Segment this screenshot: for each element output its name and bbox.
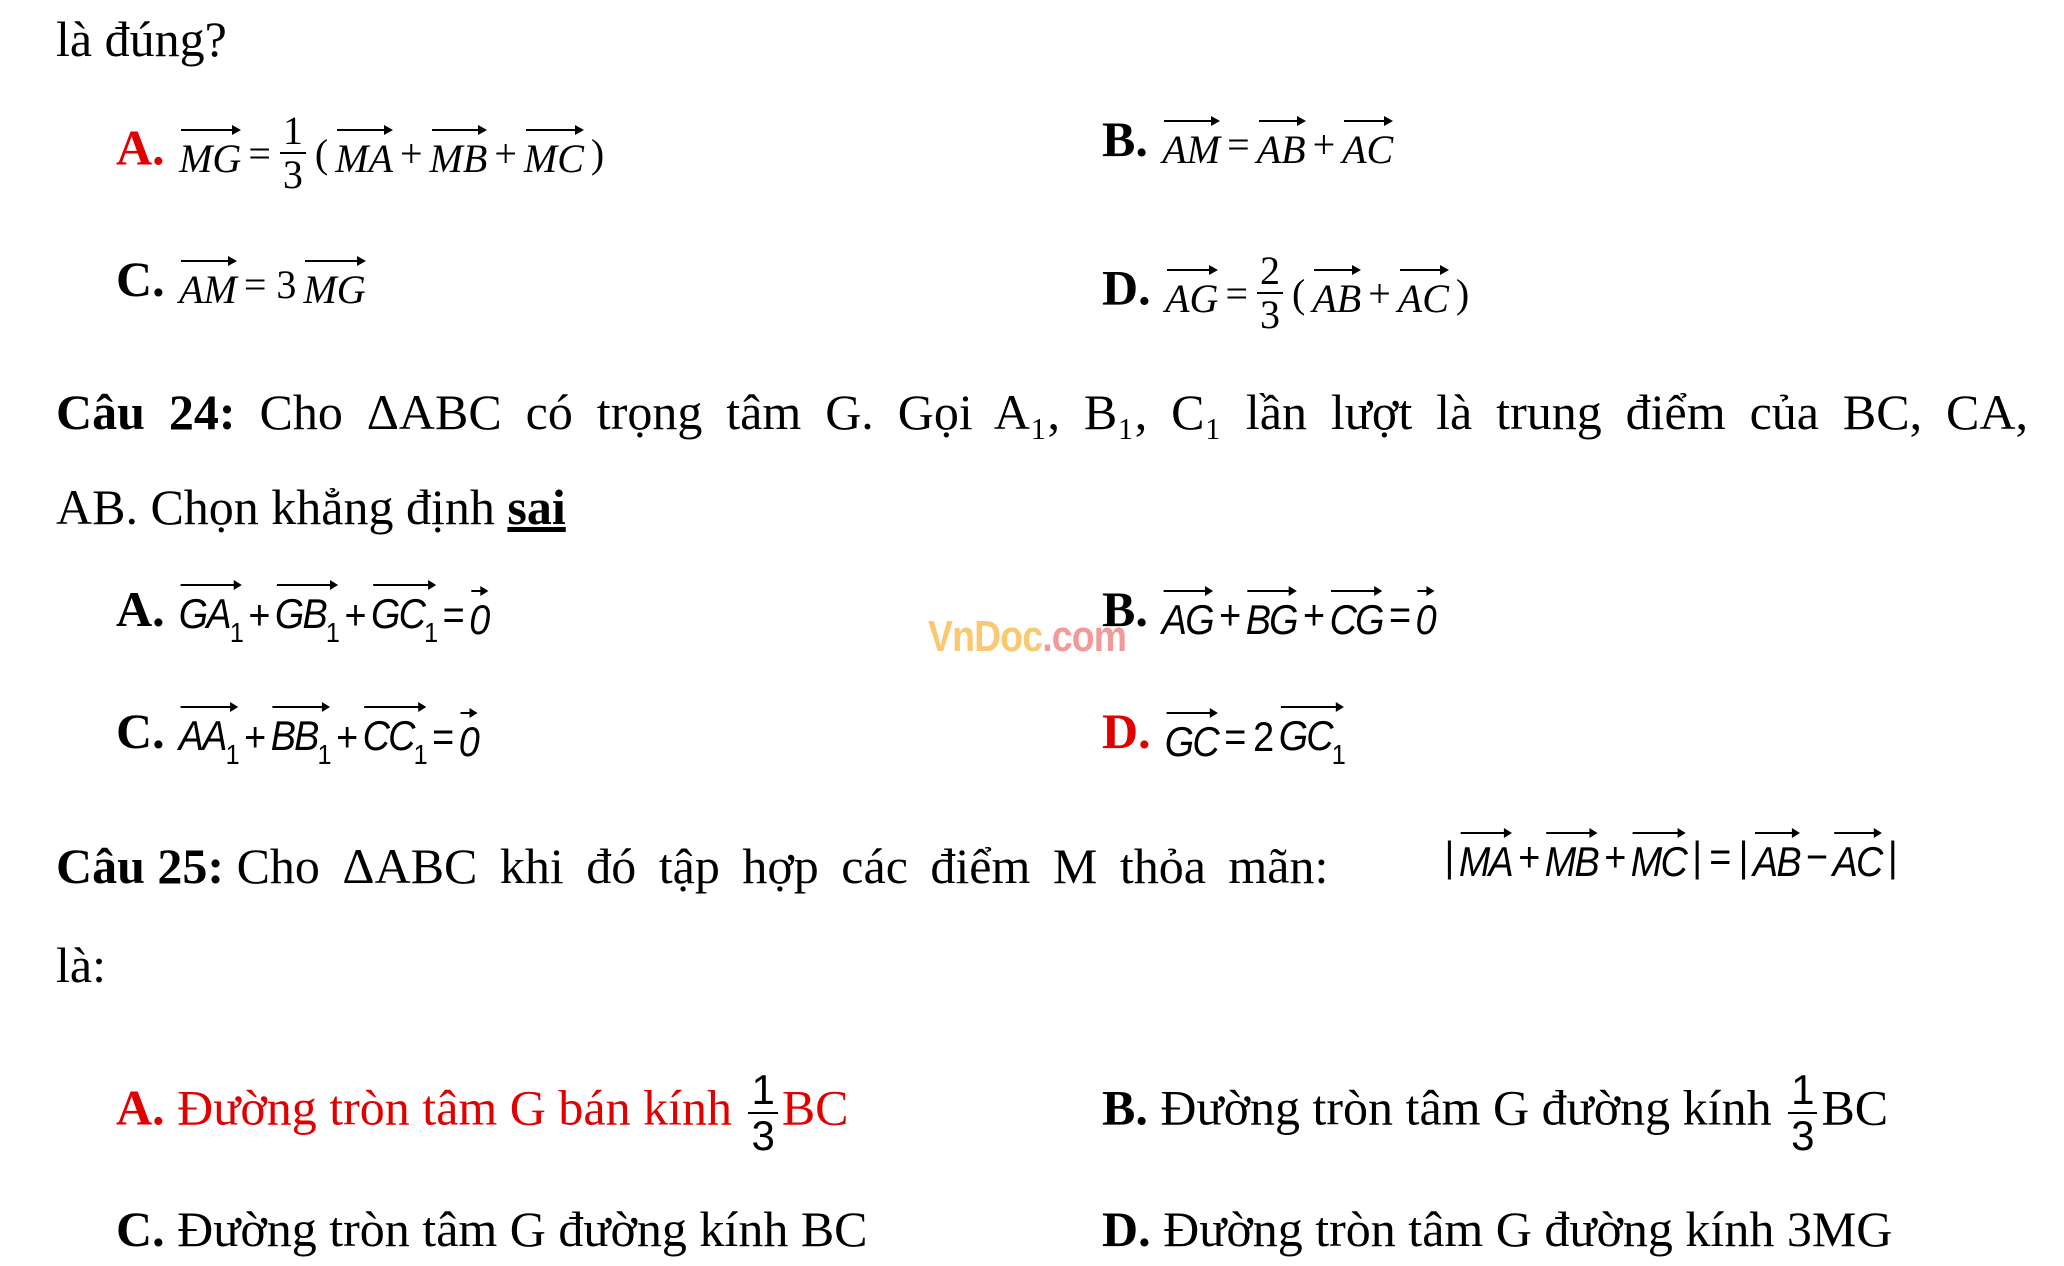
question-number: Câu 25: xyxy=(56,838,225,894)
operator: ( xyxy=(1292,270,1306,316)
vector xyxy=(335,125,393,182)
operator: + xyxy=(248,590,269,638)
vector-name: GC xyxy=(1278,712,1332,760)
vector-name: GB xyxy=(275,590,327,638)
operator: + xyxy=(1219,590,1240,638)
watermark-part1: VnDoc xyxy=(928,612,1043,661)
operator: + xyxy=(1312,122,1336,168)
operator: = 2 xyxy=(1224,712,1273,760)
q25-option-b[interactable] xyxy=(1102,1068,1888,1158)
q24-option-a[interactable] xyxy=(116,580,525,649)
q24-option-b[interactable] xyxy=(1102,580,1468,644)
vector-name: MC xyxy=(1630,837,1686,885)
vector-name: MG xyxy=(303,267,366,313)
vector-name: AC xyxy=(1832,837,1882,885)
option-label: A. xyxy=(116,581,165,637)
fraction xyxy=(1788,1068,1817,1158)
operator: ) xyxy=(590,130,605,176)
fraction xyxy=(280,110,306,196)
operator: + xyxy=(344,590,365,638)
formula xyxy=(1160,116,1395,173)
vector xyxy=(371,580,436,649)
fraction xyxy=(1257,250,1283,336)
numerator: 2 xyxy=(1257,250,1283,294)
vector xyxy=(459,708,478,766)
vector-name: MA xyxy=(335,135,393,181)
numerator: 1 xyxy=(280,110,306,154)
operator: + xyxy=(494,130,517,176)
vector-name: GC xyxy=(371,590,425,638)
operator: = xyxy=(248,130,271,176)
option-label: D. xyxy=(1102,1201,1151,1257)
vector-name: 0 xyxy=(458,717,479,765)
vector xyxy=(179,256,237,313)
operator: ( xyxy=(314,130,329,176)
option-text: Đường tròn tâm G đường kính 3MG xyxy=(1163,1201,1893,1257)
option-label: B. xyxy=(1102,581,1148,637)
formula xyxy=(177,702,480,771)
operator: = 3 xyxy=(243,262,297,308)
intro-text: là đúng? xyxy=(56,11,227,67)
operator: = xyxy=(1227,122,1250,168)
vector xyxy=(1398,265,1449,322)
vector xyxy=(1459,828,1512,886)
q25-option-d[interactable] xyxy=(1102,1200,1892,1258)
emphasis-sai: sai xyxy=(507,479,566,535)
vector xyxy=(1342,116,1393,173)
vector xyxy=(430,125,488,182)
question-text: Cho ΔABC có trọng tâm G. Gọi A₁, B₁, C₁ lần lượt là trung điểm của BC, CA, xyxy=(259,384,2028,440)
q25-tail: là: xyxy=(56,937,106,993)
denominator: 3 xyxy=(1791,1112,1815,1160)
subscript: 1 xyxy=(424,617,437,649)
vector-name: AB xyxy=(1752,837,1800,885)
vector xyxy=(1279,702,1344,771)
vector xyxy=(1545,828,1598,886)
vector xyxy=(179,125,241,182)
denominator: 3 xyxy=(1260,292,1280,337)
operator: − xyxy=(1806,832,1827,880)
operator: = xyxy=(1709,832,1730,880)
option-label: B. xyxy=(1102,1079,1148,1136)
option-text: Đường tròn tâm G đường kính xyxy=(1160,1079,1772,1136)
vector-name: AM xyxy=(179,267,237,313)
subscript: 1 xyxy=(413,739,426,771)
q23-option-b[interactable] xyxy=(1102,110,1395,173)
q24-text-line1 xyxy=(56,382,2028,442)
option-label: C. xyxy=(116,1201,165,1257)
q23-option-c[interactable] xyxy=(116,250,368,313)
option-label: C. xyxy=(116,703,165,759)
operator: | xyxy=(1738,832,1747,880)
vndoc-watermark xyxy=(928,612,1126,662)
vector-name: AG xyxy=(1165,275,1219,321)
vector xyxy=(1833,828,1882,886)
option-label: A. xyxy=(116,119,165,176)
denominator: 3 xyxy=(751,1112,775,1160)
option-suffix: BC xyxy=(1821,1079,1889,1136)
numerator: 1 xyxy=(748,1068,777,1114)
vector xyxy=(1165,265,1218,322)
vector-name: AC xyxy=(1397,275,1449,321)
subscript: 1 xyxy=(229,617,243,649)
vector xyxy=(1312,265,1361,322)
operator: ) xyxy=(1455,270,1470,316)
operator: = xyxy=(1225,270,1248,316)
vector xyxy=(1257,116,1306,173)
vector-name: BG xyxy=(1246,595,1298,643)
vector xyxy=(1162,586,1213,644)
subscript: 1 xyxy=(317,739,330,771)
vector-name: GA xyxy=(178,590,230,638)
vector-name: AM xyxy=(1162,127,1221,173)
question-number: Câu 24: xyxy=(56,384,236,440)
vector-name: AG xyxy=(1162,595,1214,643)
vector-name: MB xyxy=(1544,837,1598,885)
option-label: B. xyxy=(1102,111,1148,167)
subscript: 1 xyxy=(326,617,339,649)
vector-name: BB xyxy=(270,712,318,760)
vector xyxy=(1416,586,1435,644)
vector-name: GC xyxy=(1164,717,1219,765)
vector-name: MG xyxy=(179,135,242,181)
operator: = xyxy=(1389,590,1410,638)
vector-name: CC xyxy=(362,712,414,760)
formula xyxy=(1440,828,1900,886)
q25-condition xyxy=(1440,822,1952,886)
watermark-part2: .com xyxy=(1042,612,1127,661)
question-text: AB. Chọn khẳng định xyxy=(56,479,495,535)
q25-option-a[interactable] xyxy=(116,1068,849,1158)
vector xyxy=(1162,116,1220,173)
operator: = xyxy=(432,712,453,760)
option-text: Đường tròn tâm G đường kính BC xyxy=(177,1201,868,1257)
operator: + xyxy=(336,712,357,760)
vector-name: CG xyxy=(1329,595,1384,643)
operator: = xyxy=(442,590,464,638)
formula xyxy=(1163,702,1346,771)
question-text: Cho ΔABC khi đó tập hợp các điểm M thỏa mãn: xyxy=(236,838,1329,894)
vector-name: MB xyxy=(429,135,488,181)
operator: + xyxy=(1303,590,1324,638)
vector xyxy=(1165,708,1218,766)
formula xyxy=(177,580,490,649)
operator: + xyxy=(1518,832,1539,880)
q24-option-c[interactable] xyxy=(116,702,514,771)
vector xyxy=(275,580,338,649)
vector xyxy=(363,702,426,771)
option-text: Đường tròn tâm G bán kính xyxy=(177,1079,732,1136)
option-label: C. xyxy=(116,251,165,307)
operator: + xyxy=(399,130,423,176)
vector xyxy=(1330,586,1383,644)
numerator: 1 xyxy=(1788,1068,1817,1114)
q23-option-d[interactable] xyxy=(1102,250,1474,336)
vector-name: MC xyxy=(523,135,584,181)
vector-name: AB xyxy=(1256,127,1306,173)
vector xyxy=(179,580,242,649)
operator: + xyxy=(1604,832,1625,880)
vector xyxy=(271,702,330,771)
vector xyxy=(303,256,365,313)
vector xyxy=(469,586,488,644)
vector-name: 0 xyxy=(469,595,489,643)
operator: | xyxy=(1692,832,1701,880)
formula xyxy=(177,110,609,196)
subscript: 1 xyxy=(1331,739,1345,771)
vector xyxy=(1246,586,1297,644)
option-label: D. xyxy=(1102,703,1151,759)
denominator: 3 xyxy=(282,152,303,197)
vector-name: AB xyxy=(1312,275,1362,321)
operator: + xyxy=(1368,270,1391,316)
q24-text-line2 xyxy=(56,478,566,536)
subscript: 1 xyxy=(225,739,238,771)
formula xyxy=(1163,250,1474,336)
vector-name: AA xyxy=(178,712,226,760)
vector xyxy=(1631,828,1686,886)
q24-option-d[interactable] xyxy=(1102,702,1366,771)
formula xyxy=(1160,586,1437,644)
option-label: A. xyxy=(116,1079,165,1136)
vector-name: AC xyxy=(1342,127,1394,173)
q23-option-a[interactable] xyxy=(116,110,609,196)
option-suffix: BC xyxy=(781,1079,849,1136)
fraction xyxy=(748,1068,777,1158)
operator: + xyxy=(244,712,265,760)
vector-name: 0 xyxy=(1415,595,1436,643)
operator: | xyxy=(1887,832,1896,880)
vector-name: MA xyxy=(1458,837,1512,885)
vector xyxy=(524,125,584,182)
option-label: D. xyxy=(1102,259,1151,316)
formula xyxy=(177,256,368,313)
vector xyxy=(1753,828,1800,886)
vector xyxy=(179,702,238,771)
q25-option-c[interactable] xyxy=(116,1200,868,1258)
operator: | xyxy=(1444,832,1453,880)
